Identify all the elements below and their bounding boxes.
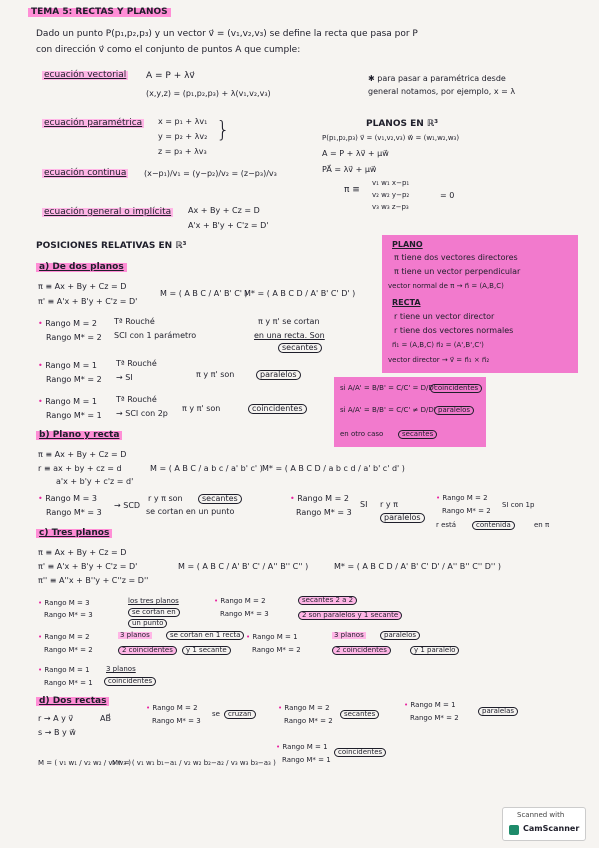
- box2-l3: en otro caso: [340, 430, 384, 438]
- planos-m1: v₁ w₁ x−p₁: [372, 179, 410, 187]
- a-r1b: Rango M* = 2: [46, 333, 102, 342]
- box2-l1b: coincidentes: [430, 384, 482, 393]
- intro-line-1: Dado un punto P(p₁,p₂,p₃) y un vector v⃗ = (v₁,v₂,v₃) se define la recta que pasa por P: [36, 29, 418, 39]
- section-a-head: a) De dos planos: [36, 263, 127, 272]
- section-d-head: d) Dos rectas: [36, 697, 109, 706]
- eq-param-label: ecuación paramétrica: [44, 118, 143, 128]
- planos-eq0: = 0: [440, 191, 455, 200]
- d-e1b: Rango M* = 3: [152, 717, 201, 725]
- planos-l1: P(p₁,p₂,p₃) v⃗ = (v₁,v₂,v₃) w⃗ = (w₁,w₂,w₃): [322, 134, 460, 142]
- a-r2f: paralelos: [256, 370, 301, 380]
- intro-line-2: con dirección v⃗ como el conjunto de puntos A que cumple:: [36, 45, 301, 55]
- b-c1d: r y π son: [148, 494, 183, 503]
- box1-l3: vector normal de π → n⃗ = (A,B,C): [388, 282, 504, 290]
- planos-head: PLANOS EN ℝ³: [366, 119, 439, 129]
- c-matrix-mx: M* = ( A B C D / A' B' C' D' / A'' B'' C'' D'' ): [334, 562, 501, 571]
- a-r1a: • Rango M = 2: [38, 319, 97, 328]
- box2-l1: si A/A' = B/B' = C/C' = D/D': [340, 384, 436, 392]
- d-ab: AB⃗: [100, 714, 111, 723]
- c-k3e: 2 coincidentes: [118, 646, 177, 655]
- eq-param-l3: z = p₃ + λv₃: [158, 147, 207, 156]
- c-k3f: y 1 secante: [182, 646, 231, 655]
- b-r1: r ≡ ax + by + cz = d: [38, 464, 122, 473]
- a-r2e: π y π' son: [196, 370, 235, 379]
- box1-l5: r tiene dos vectores normales: [394, 326, 514, 335]
- d-matrix-m: M = ( v₁ w₁ / v₂ w₂ / v₃ w₃ ): [38, 759, 131, 767]
- b-c1b: Rango M* = 3: [46, 508, 102, 517]
- a-r1e: π y π' se cortan: [258, 317, 320, 326]
- a-matrix-mx: M* = ( A B C D / A' B' C' D' ): [244, 289, 356, 298]
- c-k2a: • Rango M = 2: [214, 597, 266, 605]
- a-r1d: SCI con 1 parámetro: [114, 331, 197, 340]
- planos-pi: π ≡: [344, 185, 360, 195]
- d-e1a: • Rango M = 2: [146, 704, 198, 712]
- c-k4c: 3 planos: [334, 631, 364, 639]
- box2-l2b: paralelos: [434, 406, 474, 415]
- b-c3f: en π: [534, 521, 550, 529]
- b-c1c: → SCD: [114, 501, 141, 510]
- a-r2d: → SI: [116, 373, 133, 382]
- eq-cont-label: ecuación continua: [44, 168, 127, 178]
- c-k4f: y 1 paralelo: [410, 646, 459, 655]
- b-r2: a'x + b'y + c'z = d': [56, 477, 134, 486]
- eq-general-label: ecuación general o implícita: [44, 207, 172, 217]
- a-p1: π ≡ Ax + By + Cz = D: [38, 282, 127, 291]
- a-matrix-m: M = ( A B C / A' B' C' ): [160, 289, 248, 298]
- a-r3c: Tª Rouché: [116, 395, 157, 404]
- eq-general-l2: A'x + B'y + C'z = D': [188, 221, 269, 230]
- a-r3d: → SCI con 2p: [116, 409, 168, 418]
- box1-l4: r tiene un vector director: [394, 312, 495, 321]
- section-b-head: b) Plano y recta: [36, 431, 122, 440]
- c-matrix-m: M = ( A B C / A' B' C' / A'' B'' C'' ): [178, 562, 309, 571]
- b-c3e: contenida: [472, 521, 515, 530]
- c-k1c: los tres planos: [128, 597, 179, 605]
- box2-l3b: secantes: [398, 430, 437, 439]
- c-k5a: • Rango M = 1: [38, 666, 90, 674]
- c-k4a: • Rango M = 1: [246, 633, 298, 641]
- a-r3b: Rango M* = 1: [46, 411, 102, 420]
- c-k3a: • Rango M = 2: [38, 633, 90, 641]
- a-r2a: • Rango M = 1: [38, 361, 97, 370]
- b-c1e: secantes: [198, 494, 242, 504]
- a-p2: π' ≡ A'x + B'y + C'z = D': [38, 297, 138, 306]
- a-r1f: en una recta. Son: [254, 331, 325, 340]
- c-p2: π' ≡ A'x + B'y + C'z = D': [38, 562, 138, 571]
- box1-t2: RECTA: [392, 298, 421, 307]
- d-matrix-mx: M* = ( v₁ w₁ b₁−a₁ / v₂ w₂ b₂−a₂ / v₃ w₃ b₃−a₃ ): [112, 759, 276, 767]
- a-r2c: Tª Rouché: [116, 359, 157, 368]
- box1-l7: vector director → v⃗ = n⃗₁ × n⃗₂: [388, 356, 490, 364]
- eq-vectorial-formula: A = P + λv⃗: [146, 71, 195, 81]
- c-k3d: se cortan en 1 recta: [166, 631, 244, 640]
- b-c2d: r y π: [380, 500, 398, 509]
- scan-l1: Scanned with: [517, 811, 565, 819]
- b-c3d: r está: [436, 521, 457, 529]
- b-c1f: se cortan en un punto: [146, 507, 235, 516]
- b-matrix-mx: M* = ( A B C D / a b c d / a' b' c' d' ): [262, 464, 405, 473]
- d-e4b: Rango M* = 1: [282, 756, 331, 764]
- c-p1: π ≡ Ax + By + Cz = D: [38, 548, 127, 557]
- c-k5b: Rango M* = 1: [44, 679, 93, 687]
- d-e3c: paralelas: [478, 707, 518, 716]
- c-k4e: 2 coincidentes: [332, 646, 391, 655]
- d-e4c: coincidentes: [334, 748, 386, 757]
- d-r1: r → A y v⃗: [38, 714, 74, 723]
- b-matrix-m: M = ( A B C / a b c / a' b' c' ): [150, 464, 263, 473]
- pos-head: POSICIONES RELATIVAS EN ℝ³: [36, 241, 187, 251]
- eq-param-l2: y = p₂ + λv₂: [158, 132, 208, 141]
- c-k5d: coincidentes: [104, 677, 156, 686]
- b-p1: π ≡ Ax + By + Cz = D: [38, 450, 127, 459]
- planos-l3: PA⃗ = λv⃗ + μw⃗: [322, 165, 377, 174]
- b-c2a: • Rango M = 2: [290, 494, 349, 503]
- brace-icon: }: [216, 118, 230, 143]
- box1-t1: PLANO: [392, 240, 423, 249]
- summary-box-plano-recta: [382, 235, 578, 373]
- b-c2b: Rango M* = 3: [296, 508, 352, 517]
- c-p3: π'' ≡ A''x + B''y + C''z = D'': [38, 576, 149, 585]
- d-e2a: • Rango M = 2: [278, 704, 330, 712]
- d-e3b: Rango M* = 2: [410, 714, 459, 722]
- note-param-2: general notamos, por ejemplo, x = λ: [368, 87, 516, 96]
- a-r3a: • Rango M = 1: [38, 397, 97, 406]
- c-k3b: Rango M* = 2: [44, 646, 93, 654]
- eq-vectorial-label: ecuación vectorial: [44, 70, 127, 80]
- a-r1g: secantes: [278, 343, 322, 353]
- camscanner-logo-icon: [509, 825, 519, 835]
- c-k4d: paralelos: [380, 631, 420, 640]
- a-r3f: coincidentes: [248, 404, 307, 414]
- c-k2c: secantes 2 a 2: [298, 596, 357, 605]
- b-c1a: • Rango M = 3: [38, 494, 97, 503]
- eq-general-l1: Ax + By + Cz = D: [188, 206, 260, 215]
- scan-l2: CamScanner: [523, 824, 580, 833]
- b-c2c: SI: [360, 500, 368, 509]
- page-title: TEMA 5: RECTAS Y PLANOS: [28, 8, 171, 17]
- eq-vectorial-expanded: (x,y,z) = (p₁,p₂,p₃) + λ(v₁,v₂,v₃): [146, 89, 271, 98]
- c-k5c: 3 planos: [106, 665, 136, 673]
- section-c-head: c) Tres planos: [36, 529, 112, 538]
- d-r2: s → B y w⃗: [38, 728, 76, 737]
- planos-m3: v₃ w₃ z−p₃: [372, 203, 409, 211]
- d-e2c: secantes: [340, 710, 379, 719]
- c-k1a: • Rango M = 3: [38, 599, 90, 607]
- d-e2b: Rango M* = 2: [284, 717, 333, 725]
- note-param-1: ✱ para pasar a paramétrica desde: [368, 74, 506, 83]
- b-c3c: SI con 1p: [502, 501, 535, 509]
- summary-box-dos-planos: [334, 377, 486, 447]
- eq-param-l1: x = p₁ + λv₁: [158, 117, 208, 126]
- eq-cont-formula: (x−p₁)/v₁ = (y−p₂)/v₂ = (z−p₃)/v₃: [144, 169, 277, 178]
- box1-l1: π tiene dos vectores directores: [394, 253, 518, 262]
- d-e4a: • Rango M = 1: [276, 743, 328, 751]
- a-r1c: Tª Rouché: [114, 317, 155, 326]
- b-c2e: paralelos: [380, 513, 425, 523]
- b-c3b: Rango M* = 2: [442, 507, 491, 515]
- planos-m2: v₂ w₂ y−p₂: [372, 191, 410, 199]
- camscanner-badge: [502, 807, 586, 841]
- c-k2b: Rango M* = 3: [220, 610, 269, 618]
- c-k1e: un punto: [128, 619, 167, 628]
- c-k1b: Rango M* = 3: [44, 611, 93, 619]
- c-k3c: 3 planos: [120, 631, 150, 639]
- c-k2d: 2 son paralelos y 1 secante: [298, 611, 402, 620]
- d-e1c: se: [212, 710, 220, 718]
- b-c3a: • Rango M = 2: [436, 494, 488, 502]
- box2-l2: si A/A' = B/B' = C/C' ≠ D/D': [340, 406, 436, 414]
- c-k1d: se cortan en: [128, 608, 180, 617]
- planos-l2: A = P + λv⃗ + μw⃗: [322, 149, 389, 158]
- box1-l6: n⃗₁ = (A,B,C) n⃗₂ = (A',B',C'): [392, 341, 484, 349]
- d-e3a: • Rango M = 1: [404, 701, 456, 709]
- box1-l2: π tiene un vector perpendicular: [394, 267, 521, 276]
- a-r2b: Rango M* = 2: [46, 375, 102, 384]
- c-k4b: Rango M* = 2: [252, 646, 301, 654]
- a-r3e: π y π' son: [182, 404, 221, 413]
- d-e1d: cruzan: [224, 710, 256, 719]
